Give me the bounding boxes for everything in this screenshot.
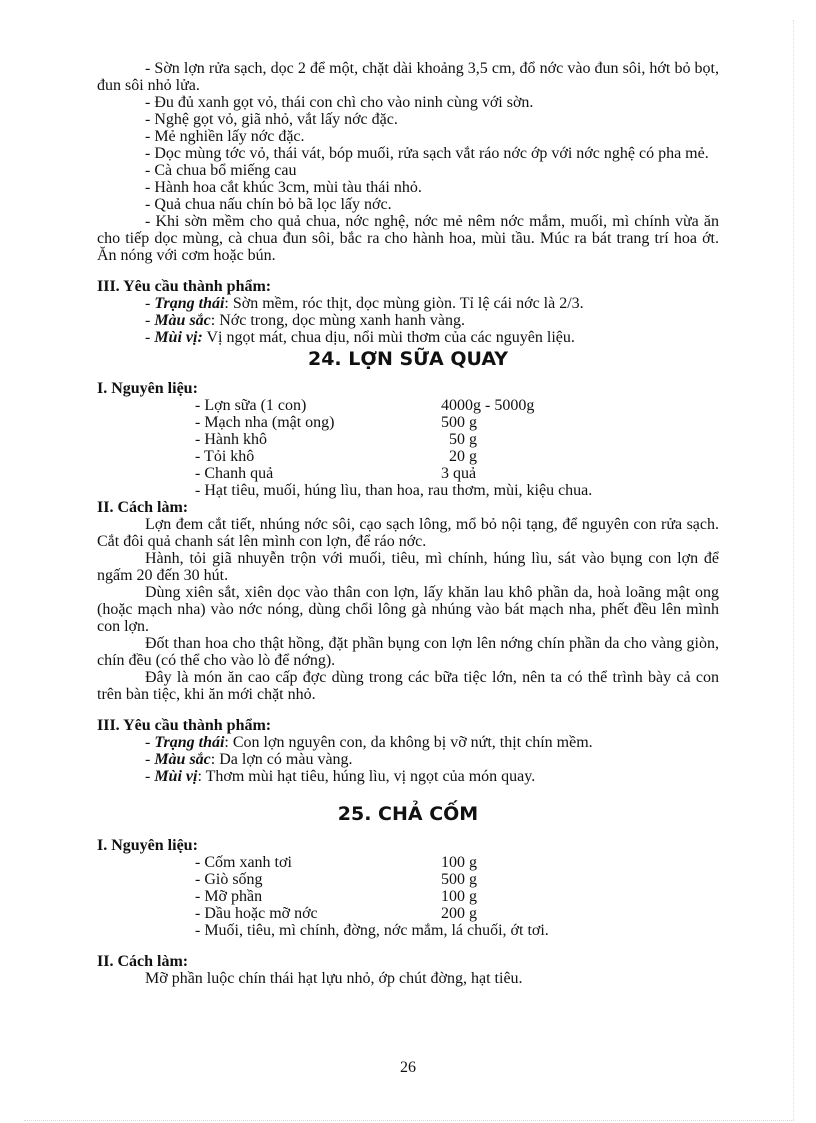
requirement-label: Mùi vị: [154, 768, 198, 785]
page-border-right: [793, 20, 794, 1120]
section-heading: III. Yêu cầu thành phẩm:: [97, 278, 272, 295]
section-heading: III. Yêu cầu thành phẩm:: [97, 717, 272, 734]
requirement-line: - Mùi vị: Thơm mùi hạt tiêu, húng lìu, vị ngọt của món quay.: [145, 768, 536, 785]
ingredient-qty: 50 g: [449, 431, 477, 448]
requirement-label: Trạng thái: [154, 734, 225, 751]
requirement-line: - Màu sắc: Da lợn có màu vàng.: [145, 751, 353, 768]
paragraph: - Sờn lợn rửa sạch, dọc 2 để một, chặt dài khoảng 3,5 cm, đổ nớc vào đun sôi, hớt bỏ bọt, đun sôi nhỏ lửa.: [97, 60, 719, 94]
ingredient-row: [97, 397, 719, 414]
ingredient-qty: 500 g: [441, 871, 477, 888]
requirement-text: : Da lợn có màu vàng.: [210, 751, 353, 768]
requirement-label: Màu sắc: [154, 751, 211, 768]
page-number: 26: [400, 1059, 416, 1076]
ingredient-name: - Cốm xanh tơi: [195, 854, 292, 871]
ingredient-name: - Mạch nha (mật ong): [195, 414, 335, 431]
paragraph: - Nghệ gọt vỏ, giã nhỏ, vắt lấy nớc đặc.: [145, 111, 398, 128]
ingredient-qty: 20 g: [449, 448, 477, 465]
requirement-label: Màu sắc: [154, 312, 211, 329]
page-border-bottom: [24, 1120, 794, 1121]
ingredient-name: - Lợn sữa (1 con): [195, 397, 307, 414]
ingredient-qty: 4000g - 5000g: [441, 397, 535, 414]
recipe-title: 24. LỢN SỮA QUAY: [307, 348, 508, 370]
method-paragraph: Lợn đem cắt tiết, nhúng nớc sôi, cạo sạch lông, mổ bỏ nội tạng, để nguyên con rửa sạch. Cắt đôi quả chanh sát lên mình con lợn, để ráo nớc.: [97, 516, 719, 550]
document-page: [97, 60, 719, 987]
ingredient-name: - Giò sống: [195, 871, 263, 888]
ingredient-qty: 3 quả: [441, 465, 477, 482]
requirement-text: : Sờn mềm, róc thịt, dọc mùng giòn. Tỉ lệ cái nớc là 2/3.: [224, 295, 584, 312]
paragraph: - Quả chua nấu chín bỏ bã lọc lấy nớc.: [145, 196, 392, 213]
ingredient-row: [97, 465, 719, 482]
requirement-text: Vị ngọt mát, chua dịu, nổi mùi thơm của các nguyên liệu.: [202, 329, 575, 346]
ingredient-extra-text: - Muối, tiêu, mì chính, đờng, nớc mắm, lá chuối, ớt tơi.: [195, 922, 549, 939]
requirement-line: - Trạng thái: Sờn mềm, róc thịt, dọc mùng giòn. Tỉ lệ cái nớc là 2/3.: [145, 295, 584, 312]
section-heading: I. Nguyên liệu:: [97, 380, 198, 397]
ingredient-name: - Mỡ phần: [195, 888, 263, 905]
ingredient-name: - Chanh quả: [195, 465, 274, 482]
paragraph: - Cà chua bổ miếng cau: [145, 162, 297, 179]
requirement-line: - Mùi vị: Vị ngọt mát, chua dịu, nổi mùi thơm của các nguyên liệu.: [145, 329, 575, 346]
ingredient-name: - Tỏi khô: [195, 448, 255, 465]
method-paragraph: Dùng xiên sắt, xiên dọc vào thân con lợn, lấy khăn lau khô phần da, hoà loãng mật ong (hoặc mạch nha) vào nớc nóng, dùng chổi lông gà nhúng vào bát mạch nha, phết đều lên mình con lợn.: [97, 584, 719, 635]
requirement-line: - Màu sắc: Nớc trong, dọc mùng xanh hanh vàng.: [145, 312, 465, 329]
method-paragraph: Đây là món ăn cao cấp đợc dùng trong các bữa tiệc lớn, nên ta có thể trình bày cả con trên bàn tiệc, khi ăn mới chặt nhỏ.: [97, 669, 719, 703]
method-paragraph: Hành, tỏi giã nhuyễn trộn với muối, tiêu, mì chính, húng lìu, sát vào bụng con lợn để ngấm 20 đến 30 hút.: [97, 550, 719, 584]
ingredient-name: - Dầu hoặc mỡ nớc: [195, 905, 318, 922]
requirement-text: : Con lợn nguyên con, da không bị vỡ nứt, thịt chín mềm.: [224, 734, 593, 751]
ingredient-name: - Hành khô: [195, 431, 267, 448]
ingredient-qty: 500 g: [441, 414, 477, 431]
ingredient-row: [97, 431, 719, 448]
paragraph: - Khi sờn mềm cho quả chua, nớc nghệ, nớc mẻ nêm nớc mắm, muối, mì chính vừa ăn cho tiếp dọc mùng, cà chua đun sôi, bắc ra cho hành hoa, mùi tầu. Múc ra bát trang trí hoa ớt. Ăn nóng với cơm hoặc bún.: [97, 213, 719, 264]
ingredient-row: [97, 854, 719, 871]
ingredient-extra: [97, 482, 719, 499]
recipe-title: 25. CHẢ CỐM: [337, 803, 479, 825]
ingredient-extra: [97, 922, 719, 939]
ingredient-row: [97, 905, 719, 922]
requirement-text: : Nớc trong, dọc mùng xanh hanh vàng.: [210, 312, 465, 329]
section-heading: I. Nguyên liệu:: [97, 837, 198, 854]
ingredient-row: [97, 871, 719, 888]
paragraph: - Mẻ nghiền lấy nớc đặc.: [145, 128, 305, 145]
section-heading: II. Cách làm:: [97, 499, 189, 516]
ingredient-qty: 100 g: [441, 888, 477, 905]
method-paragraph: Đốt than hoa cho thật hồng, đặt phần bụng con lợn lên nớng chín phần da cho vàng giòn, chín đều (có thể cho vào lò để nớng).: [97, 635, 719, 669]
ingredient-extra-text: - Hạt tiêu, muối, húng lìu, than hoa, rau thơm, mùi, kiệu chua.: [195, 482, 593, 499]
paragraph: - Đu đủ xanh gọt vỏ, thái con chì cho vào ninh cùng với sờn.: [145, 94, 534, 111]
paragraph: - Hành hoa cắt khúc 3cm, mùi tàu thái nhỏ.: [145, 179, 422, 196]
ingredient-row: [97, 888, 719, 905]
requirement-line: - Trạng thái: Con lợn nguyên con, da không bị vỡ nứt, thịt chín mềm.: [145, 734, 593, 751]
requirement-label: Trạng thái: [154, 295, 225, 312]
section-heading: II. Cách làm:: [97, 953, 189, 970]
ingredient-qty: 200 g: [441, 905, 477, 922]
requirement-label: Mùi vị:: [154, 329, 203, 346]
ingredient-qty: 100 g: [441, 854, 477, 871]
ingredient-row: [97, 414, 719, 431]
paragraph: - Dọc mùng tớc vỏ, thái vát, bóp muối, rửa sạch vắt ráo nớc ớp với nớc nghệ có pha mẻ.: [145, 145, 709, 162]
method-paragraph: Mỡ phần luộc chín thái hạt lựu nhỏ, ớp chút đờng, hạt tiêu.: [145, 970, 523, 987]
ingredient-row: [97, 448, 719, 465]
requirement-text: : Thơm mùi hạt tiêu, húng lìu, vị ngọt của món quay.: [197, 768, 536, 785]
